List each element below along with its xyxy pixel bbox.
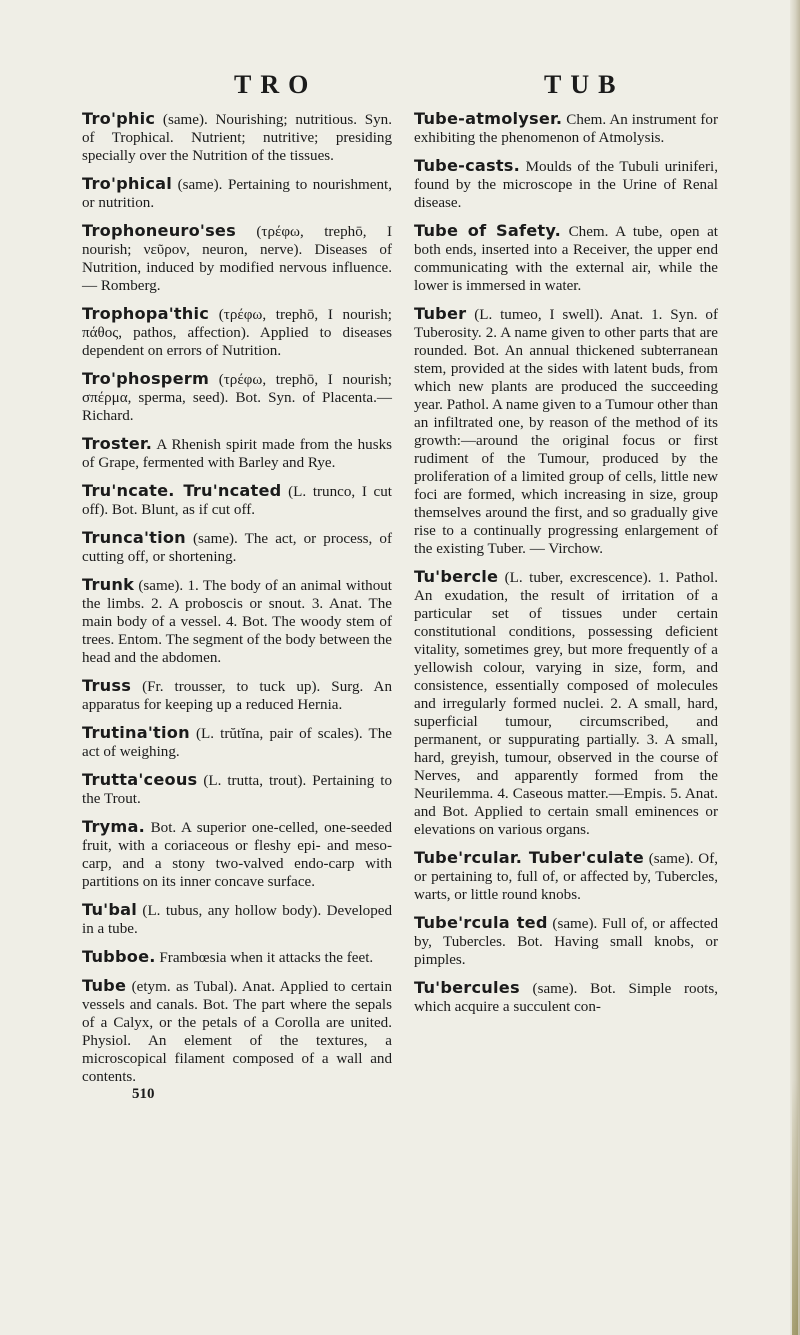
definition: (L. trŭtĭna, pair of scales). The act of weighing. bbox=[82, 726, 392, 760]
definition: A Rhenish spirit made from the husks of Grape, fermented with Barley and Rye. bbox=[82, 437, 392, 471]
definition: (Fr. trousser, to tuck up). Surg. An apparatus for keeping up a reduced Hernia. bbox=[82, 679, 392, 713]
definition: (L. tuber, excrescence). 1. Pathol. An exudation, the result of irritation of a particular set of tissues under certain constitutional conditions, possessing deficient vitality, sometimes grey, but more frequently of a yellowish colour, varying in size, form, and consistence, essentially composed of molecules and irregularly formed nuclei. 2. A small, hard, superficial tumour, circumscribed, and permanent, or suppurating partially. 3. A small, hard, greyish, tumour, observed in the course of Nerves, and apparently formed from the Neurilemma. 4. Caseous matter.—Empis. 5. Anat. and Bot. Applied to certain small eminences or elevations on various organs. bbox=[414, 570, 718, 838]
headword: Truss bbox=[82, 676, 132, 695]
definition: (τρέφω, trephō, I nourish; πάθος, pathos, affection). Applied to diseases dependent on errors of Nutrition. bbox=[82, 307, 392, 359]
page-number: 510 bbox=[132, 1086, 155, 1102]
entry bbox=[82, 175, 392, 212]
entry bbox=[414, 979, 718, 1016]
headword: Trunk bbox=[82, 575, 135, 594]
entry bbox=[82, 482, 392, 519]
headword: Tu'bercle bbox=[414, 567, 499, 586]
headword: Tu'bercules bbox=[414, 978, 520, 997]
definition: (L. trutta, trout). Pertaining to the Trout. bbox=[82, 773, 392, 807]
headword: Tro'phic bbox=[82, 109, 156, 128]
entry bbox=[82, 724, 392, 761]
running-head-right: TUB bbox=[544, 70, 625, 99]
entry bbox=[82, 370, 392, 425]
headword: Trunca'tion bbox=[82, 528, 186, 547]
headword: Tube-casts. bbox=[414, 156, 520, 175]
entry bbox=[414, 914, 718, 969]
headword: Tube'rcular. Tuber'culate bbox=[414, 848, 644, 867]
entry bbox=[82, 677, 392, 714]
definition: (τρέφω, trephō, I nourish; νεῦρον, neuron, nerve). Diseases of Nutrition, induced by modified nervous influence. — Romberg. bbox=[82, 224, 392, 294]
entry bbox=[82, 110, 392, 165]
entry bbox=[82, 977, 392, 1086]
headword: Trutina'tion bbox=[82, 723, 190, 742]
definition: Frambœsia when it attacks the feet. bbox=[155, 950, 374, 966]
entry bbox=[82, 435, 392, 472]
headword: Tro'phical bbox=[82, 174, 173, 193]
headword: Tube-atmolyser. bbox=[414, 109, 563, 128]
definition: (L. tubus, any hollow body). Developed in a tube. bbox=[82, 903, 392, 937]
entry bbox=[82, 948, 392, 967]
entry bbox=[82, 576, 392, 667]
entry bbox=[82, 529, 392, 566]
running-head-left: TRO bbox=[234, 70, 318, 99]
entry bbox=[82, 818, 392, 891]
headword: Tryma. bbox=[82, 817, 145, 836]
headword: Trutta'ceous bbox=[82, 770, 198, 789]
definition: (same). Pertaining to nourishment, or nutrition. bbox=[82, 177, 392, 211]
headword: Tuber bbox=[414, 304, 467, 323]
headword: Tubboe. bbox=[82, 947, 156, 966]
definition: (etym. as Tubal). Anat. Applied to certain vessels and canals. Bot. The part where the sepals of a Calyx, or the petals of a Corolla are united. Physiol. An element of the textures, a microscopical filament composed of a wall and contents. bbox=[82, 979, 392, 1085]
headword: Troster. bbox=[82, 434, 153, 453]
definition: (same). The act, or process, of cutting off, or shortening. bbox=[82, 531, 392, 565]
headword: Tube bbox=[82, 976, 127, 995]
entry bbox=[414, 157, 718, 212]
entry bbox=[414, 568, 718, 839]
definition: (same). Bot. Simple roots, which acquire a succulent con- bbox=[414, 981, 718, 1015]
definition: (L. tumeo, I swell). Anat. 1. Syn. of Tuberosity. 2. A name given to other parts that are rounded. Bot. An annual thickened subterranean stem, provided at the sides with latent buds, from which new plants are produced the succeeding year. Pathol. A name given to a Tumour other than an infiltrated one, by reason of the method of its growth:—around the original focus or first rudiment of the Tumour, produced by the proliferation of a limited group of cells, little new foci are formed, which increasing in size, group themselves around the first, and so gradually give rise to a continually progressing enlargement of the existing Tuber. — Virchow. bbox=[414, 307, 718, 557]
definition: (same). Nourishing; nutritious. Syn. of Trophical. Nutrient; nutritive; presiding specially over the Nutrition of the tissues. bbox=[82, 112, 392, 164]
left-column bbox=[82, 110, 392, 1096]
definition: Moulds of the Tubuli uriniferi, found by the microscope in the Urine of Renal disease. bbox=[414, 159, 718, 211]
entry bbox=[414, 305, 718, 558]
right-column bbox=[414, 110, 718, 1026]
headword: Tube'rcula ted bbox=[414, 913, 548, 932]
definition: Chem. An instrument for exhibiting the phenomenon of Atmolysis. bbox=[414, 112, 718, 146]
entry bbox=[82, 222, 392, 295]
definition: (L. trunco, I cut off). Bot. Blunt, as if cut off. bbox=[82, 484, 392, 518]
definition: Chem. A tube, open at both ends, inserted into a Receiver, the upper end communicating with the external air, while the lower is immersed in water. bbox=[414, 224, 719, 294]
headword: Trophopa'thic bbox=[82, 304, 210, 323]
entry bbox=[82, 305, 392, 360]
headword: Tro'phosperm bbox=[82, 369, 210, 388]
definition: Bot. A superior one-celled, one-seeded fruit, with a coriaceous or fleshy epi- and meso-carp, and a stony two-valved endo-carp with partitions on its inner concave surface. bbox=[82, 820, 392, 890]
definition: (same). Of, or pertaining to, full of, or affected by, Tubercles, warts, or little round knobs. bbox=[414, 851, 718, 903]
headword: Trophoneuro'ses bbox=[82, 221, 236, 240]
entry bbox=[82, 771, 392, 808]
definition: (same). Full of, or affected by, Tubercles. Bot. Having small knobs, or pimples. bbox=[414, 916, 718, 968]
page-edge-shadow bbox=[792, 1080, 798, 1335]
headword: Tube of Safety. bbox=[414, 221, 561, 240]
entry bbox=[82, 901, 392, 938]
entry bbox=[414, 110, 718, 147]
entry bbox=[414, 849, 718, 904]
definition: (τρέφω, trephō, I nourish; σπέρμα, sperma, seed). Bot. Syn. of Placenta.—Richard. bbox=[82, 372, 392, 424]
headword: Tu'bal bbox=[82, 900, 138, 919]
definition: (same). 1. The body of an animal without the limbs. 2. A proboscis or snout. 3. Anat. The main body of a vessel. 4. Bot. The woody stem of trees. Entom. The segment of the body between the head and the abdomen. bbox=[82, 578, 392, 666]
headword: Tru'ncate. Tru'ncated bbox=[82, 481, 282, 500]
entry bbox=[414, 222, 718, 295]
